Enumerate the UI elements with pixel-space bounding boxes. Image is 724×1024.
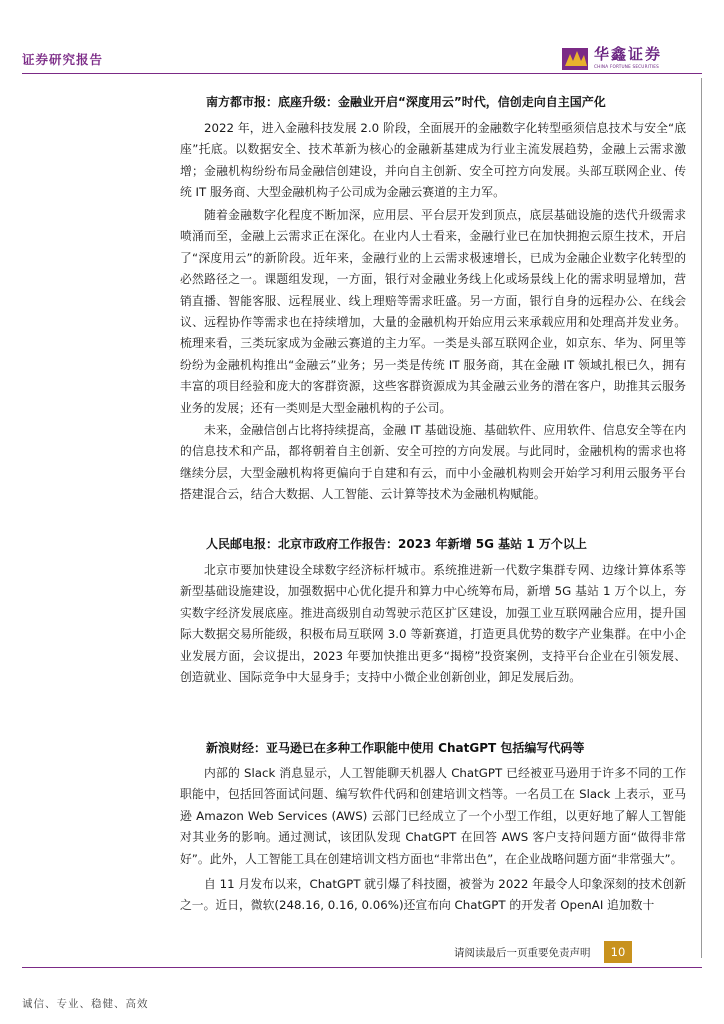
article-paragraph: 随着金融数字化程度不断加深，应用层、平台层开发到顶点，底层基础设施的迭代升级需求喷涌而至，金融上云需求正在深化。在业内人士看来，金融行业已在加快拥抱云原生技术，开启了“深度用云”的新阶段。近年来，金融行业的上云需求极速增长，已成为金融企业数字化转型的必然路径之一。课题组发现，一方面，银行对金融业务线上化或场景线上化的需求明显增加，营销直播、智能客服、远程展业、线上理赔等需求旺盛。另一方面，银行自身的远程办公、在线会议、远程协作等需求也在持续增加，大量的金融机构开始应用云来承载应用和处理高并发业务。梳理来看，三类玩家成为金融云赛道的主力军。一类是头部互联网企业，如京东、华为、阿里等纷纷为金融机构推出“金融云”业务；另一类是传统 IT 服务商，其在金融 IT 领域扎根已久，拥有丰富的项目经验和庞大的客群资源，这些客群资源成为其金融云业务的潜在客户，助推其云服务业务的发展；还有一类则是大型金融机构的子公司。: [180, 208, 686, 415]
article-paragraph: 内部的 Slack 消息显示，人工智能聊天机器人 ChatGPT 已经被亚马逊用于许多不同的工作职能中，包括回答面试问题、编写软件代码和创建培训文档等。一名员工在 Slack 上表示，亚马逊 Amazon Web Services (AWS) 云部门已经成立了一个小型工作组，以更好地了解人工智能对其业务的影响。通过测试，该团队发现 ChatGPT 在回答 AWS 客户支持问题方面“做得非常好”。此外，人工智能工具在创建培训文档方面也“非常出色”，在企业战略问题方面“非常强大”。: [180, 766, 686, 866]
article-paragraph: 未来，金融信创占比将持续提高，金融 IT 基础设施、基础软件、应用软件、信息安全等在内的信息技术和产品，都将朝着自主创新、安全可控的方向发展。与此同时，金融机构的需求也将继续分层，大型金融机构将更偏向于自建和有云，而中小金融机构则会开始学习利用云服务平台搭建混合云，结合大数据、人工智能、云计算等技术为金融机构赋能。: [180, 423, 686, 502]
article-title: 新浪财经：亚马逊已在多种工作职能中使用 ChatGPT 包括编写代码等: [206, 741, 585, 755]
article-title: 南方都市报：底座升级：金融业开启“深度用云”时代，信创走向自主国产化: [206, 95, 606, 109]
brand-logo: [562, 46, 662, 72]
report-type-label: 证券研究报告: [22, 52, 104, 67]
header-divider: [22, 73, 702, 74]
disclaimer-note: 请阅读最后一页重要免责声明: [454, 947, 591, 959]
article-paragraph: 自 11 月发布以来，ChatGPT 就引爆了科技圈，被誉为 2022 年最令人印象深刻的技术创新之一。近日，微软(248.16, 0.16, 0.06%)还宣布向 ChatGPT 的开发者 OpenAI 追加数十: [180, 877, 686, 913]
right-margin-line: [701, 78, 702, 958]
article-title: 人民邮电报：北京市政府工作报告：2023 年新增 5G 基站 1 万个以上: [206, 537, 587, 551]
article-paragraph: 北京市要加快建设全球数字经济标杆城市。系统推进新一代数字集群专网、边缘计算体系等新型基础设施建设，加强数据中心优化提升和算力中心统筹布局，新增 5G 基站 1 万个以上，夯实数字经济发展底座。推进高级别自动驾驶示范区扩区建设，加强工业互联网融合应用，提升国际大数据交易所能级，积极布局互联网 3.0 等新赛道，打造更具优势的数字产业集群。在中小企业发展方面，会议提出，2023 年要加快推出更多“揭榜”投资案例，支持平台企业在引领发展、创造就业、国际竞争中大显身手；支持中小微企业创新创业，卸足发展后劲。: [180, 563, 686, 685]
logo-english-name: CHINA FORTUNE SECURITIES: [594, 64, 660, 69]
page-number-badge: 10: [604, 941, 632, 963]
article-paragraph: 2022 年，进入金融科技发展 2.0 阶段，全面展开的金融数字化转型亟须信息技术与安全“底座”托底。以数据安全、技术革新为核心的金融新基建成为行业主流发展趋势，金融上云需求激增；金融机构纷纷布局金融信创建设，并向自主创新、安全可控方向发展。头部互联网企业、传统 IT 服务商、大型金融机构子公司成为金融云赛道的主力军。: [180, 121, 686, 200]
company-motto: 诚信、专业、稳健、高效: [22, 998, 149, 1010]
footer-divider: [22, 967, 702, 968]
logo-chinese-name: 华鑫证券: [594, 45, 663, 63]
logo-mark-icon: [562, 46, 590, 72]
